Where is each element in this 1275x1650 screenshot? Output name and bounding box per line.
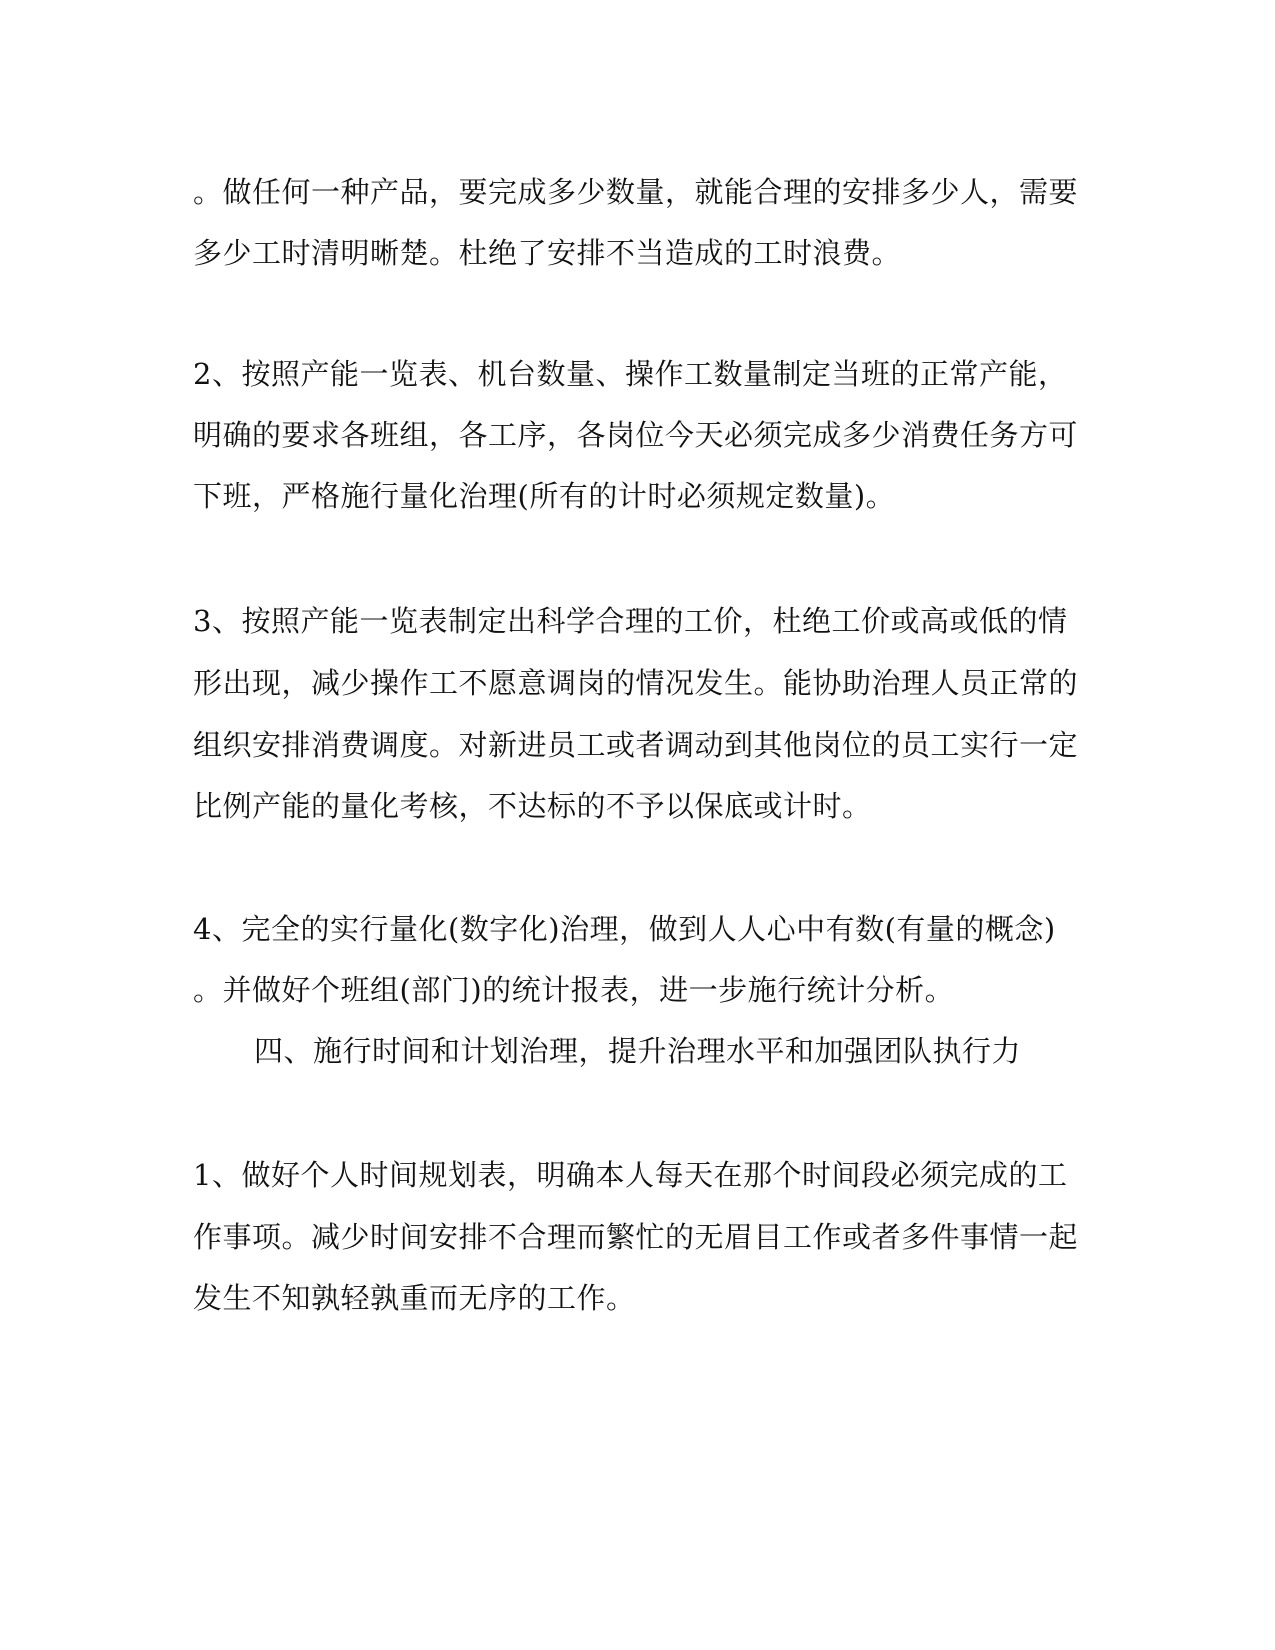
text-line: 多少工时清明晰楚。杜绝了安排不当造成的工时浪费。 <box>193 236 902 270</box>
text-line: 1、做好个人时间规划表，明确本人每天在那个时间段必须完成的工 <box>193 1158 1068 1192</box>
text-line: 形出现，减少操作工不愿意调岗的情况发生。能协助治理人员正常的 <box>193 666 1079 700</box>
text-line: 发生不知孰轻孰重而无序的工作。 <box>193 1281 636 1315</box>
section-heading: 四、施行时间和计划治理，提升治理水平和加强团队执行力 <box>254 1034 1022 1068</box>
text-line: 。做任何一种产品，要完成多少数量，就能合理的安排多少人，需要 <box>193 175 1079 209</box>
text-line: 。并做好个班组(部门)的统计报表，进一步施行统计分析。 <box>193 973 955 1007</box>
text-line: 组织安排消费调度。对新进员工或者调动到其他岗位的员工实行一定 <box>193 728 1079 762</box>
text-line: 2、按照产能一览表、机台数量、操作工数量制定当班的正常产能， <box>193 357 1068 391</box>
text-line: 4、完全的实行量化(数字化)治理，做到人人心中有数(有量的概念) <box>193 912 1056 946</box>
text-line: 比例产能的量化考核，不达标的不予以保底或计时。 <box>193 789 872 823</box>
text-line: 作事项。减少时间安排不合理而繁忙的无眉目工作或者多件事情一起 <box>193 1220 1079 1254</box>
text-line: 3、按照产能一览表制定出科学合理的工价，杜绝工价或高或低的情 <box>193 604 1068 638</box>
text-line: 下班，严格施行量化治理(所有的计时必须规定数量)。 <box>193 479 896 513</box>
text-line: 明确的要求各班组，各工序，各岗位今天必须完成多少消费任务方可 <box>193 418 1079 452</box>
